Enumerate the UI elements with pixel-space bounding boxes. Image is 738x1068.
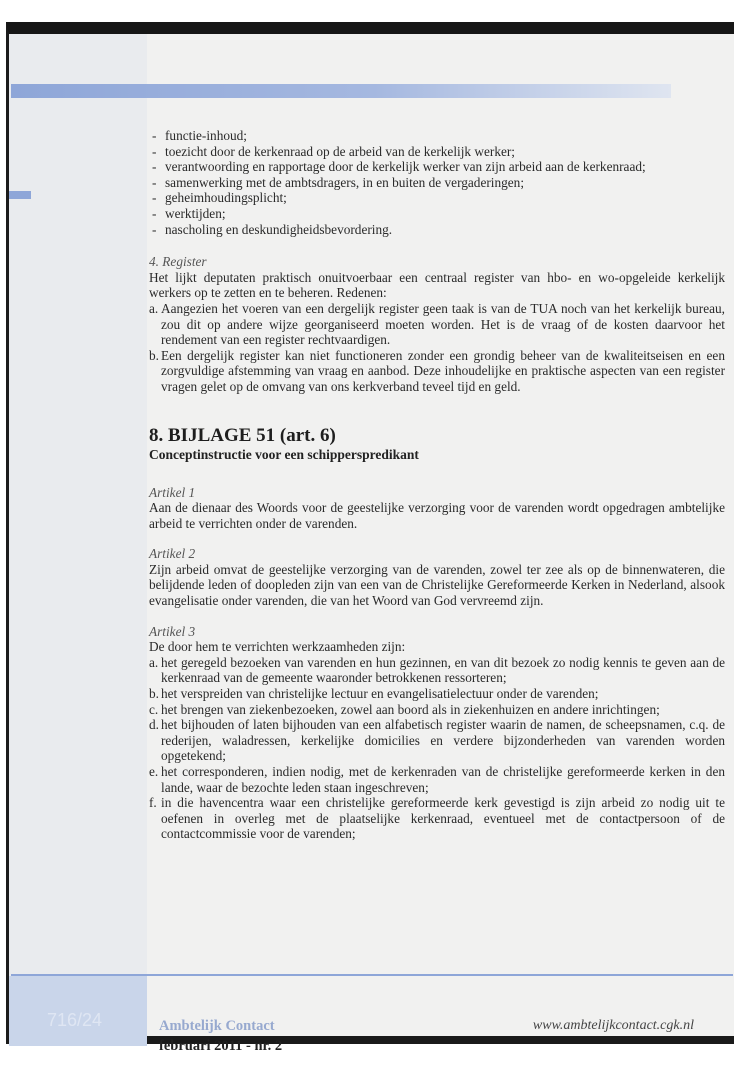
article-intro: De door hem te verrichten werkzaamheden zijn: bbox=[149, 639, 406, 655]
publication-title: Ambtelijk Contact bbox=[159, 1018, 275, 1034]
article-text: Zijn arbeid omvat de geestelijke verzorging van de varenden, zowel ter zee als op de binnenwateren, die belijdende leden of doopleden zijn van een van de Christelijke Gereformeerde Kerken in Nederland, alsook evangelisatie onder varenden, die van het Woord van God vervreemd zijn. bbox=[149, 561, 725, 609]
article-title: Artikel 3 bbox=[149, 623, 196, 639]
item-text: Een dergelijk register kan niet functioneren zonder een grondig beheer van de kwaliteitseisen en een zorgvuldige afstemming van vraag en aanbod. Deze inhoudelijke en praktische aspecten van een register vragen gelet op de omvang van ons kerkverband teveel tijd en geld. bbox=[161, 347, 725, 394]
item-label: d. bbox=[149, 717, 159, 733]
item-text: het geregeld bezoeken van varenden en hun gezinnen, en van dit bezoek zo nodig kennis te geven aan de kerkenraad van de gemeente waaronder betrokkenen ressorteren; bbox=[161, 654, 725, 686]
item-text: in die havencentra waar een christelijke gereformeerde kerk gevestigd is zijn arbeid zo nodig uit te oefenen in overleg met de plaatselijke kerkenraad, eventueel met de contactpersoon of de contactcommissie voor de varenden; bbox=[161, 795, 725, 842]
item-label: c. bbox=[149, 701, 159, 717]
section-heading: 8. BIJLAGE 51 (art. 6) bbox=[149, 424, 336, 446]
item-label: a. bbox=[149, 300, 159, 316]
item-label: b. bbox=[149, 347, 159, 363]
list-item bbox=[149, 717, 725, 764]
side-marker bbox=[9, 191, 31, 199]
issue-label: februari 2011 - nr. 2 bbox=[159, 1038, 283, 1054]
item-label: a. bbox=[149, 654, 159, 670]
article-title: Artikel 1 bbox=[149, 484, 196, 500]
list-item bbox=[149, 795, 725, 842]
duties-list bbox=[149, 128, 725, 237]
margin-strip bbox=[9, 34, 147, 1036]
body-content bbox=[149, 128, 725, 842]
list-item: - samenwerking met de ambtsdragers, in en buiten de vergaderingen; bbox=[149, 175, 725, 191]
list-item bbox=[149, 702, 725, 718]
item-text: het bijhouden of laten bijhouden van een alfabetisch register waarin de namen, de scheepsnamen, c.q. de rederijen, waladressen, kerkelijke domicilies en verdere bijzonderheden van varenden worden opgetekend; bbox=[161, 717, 725, 764]
header-band bbox=[11, 84, 671, 98]
list-item bbox=[149, 655, 725, 686]
item-text: het corresponderen, indien nodig, met de kerkenraden van de christelijke gereformeerde kerken in den lande, waar de bezochte leden staan ingeschreven; bbox=[161, 764, 725, 795]
item-text: het verspreiden van christelijke lectuur en evangelisatielectuur onder de varenden; bbox=[161, 686, 599, 702]
document-page bbox=[6, 22, 734, 1054]
list-item: - nascholing en deskundigheidsbevordering. bbox=[149, 222, 725, 238]
list-item: - werktijden; bbox=[149, 206, 725, 222]
section-subheading: Conceptinstructie voor een schipperspredikant bbox=[149, 446, 419, 462]
list-item: - geheimhoudingsplicht; bbox=[149, 190, 725, 206]
item-label: e. bbox=[149, 764, 159, 779]
page-number: 716/24 bbox=[47, 1010, 103, 1030]
list-item: - verantwoording en rapportage door de kerkelijk werker van zijn arbeid aan de kerkenraad; bbox=[149, 159, 725, 175]
item-label: b. bbox=[149, 686, 159, 702]
list-item bbox=[149, 348, 725, 395]
item-text: Aangezien het voeren van een dergelijk register geen taak is van de TUA noch van het kerkelijk bureau, zou dit op andere wijze georganiseerd moeten worden. Het is de vraag of de kosten daarvoor het rendement van een register rechtvaardigen. bbox=[161, 300, 725, 348]
list-item: - toezicht door de kerkenraad op de arbeid van de kerkelijk werker; bbox=[149, 144, 725, 160]
article-text: Aan de dienaar des Woords voor de geestelijke verzorging voor de varenden wordt opgedragen ambtelijke arbeid te verrichten onder de varenden. bbox=[149, 500, 725, 531]
register-subtitle: 4. Register bbox=[149, 254, 207, 270]
list-item bbox=[149, 764, 725, 795]
list-item bbox=[149, 301, 725, 348]
register-intro: Het lijkt deputaten praktisch onuitvoerbaar een centraal register van hbo- en wo-opgeleide kerkelijk werkers op te zetten en te beheren. Redenen: bbox=[149, 269, 725, 301]
item-label: f. bbox=[149, 795, 157, 811]
article3-duties bbox=[149, 655, 725, 842]
list-item bbox=[149, 686, 725, 702]
register-reasons bbox=[149, 301, 725, 395]
article-title: Artikel 2 bbox=[149, 546, 196, 562]
item-text: het brengen van ziekenbezoeken, zowel aan boord als in ziekenhuizen en andere inrichtingen; bbox=[161, 701, 660, 717]
list-item: - functie-inhoud; bbox=[149, 128, 725, 144]
website-url: www.ambtelijkcontact.cgk.nl bbox=[532, 1018, 694, 1033]
